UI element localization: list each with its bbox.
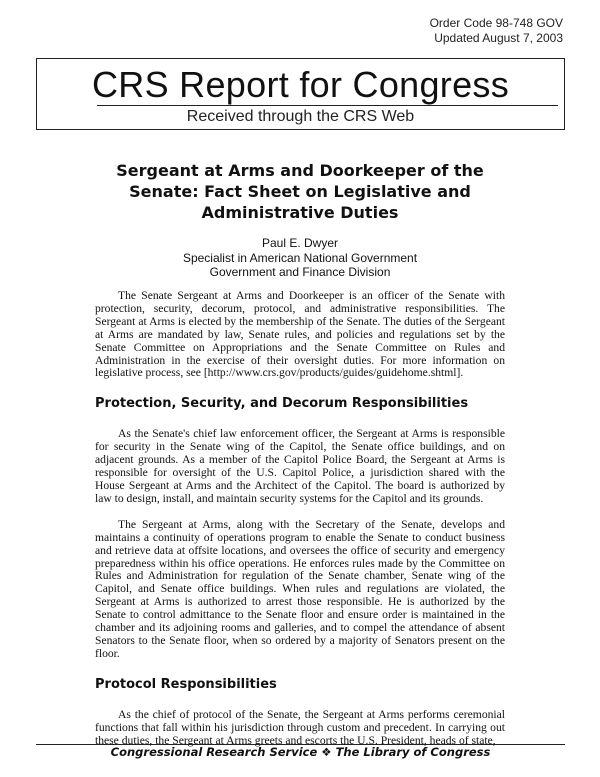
banner-title: CRS Report for Congress — [91, 64, 510, 105]
banner-subtitle: Received through the CRS Web — [186, 108, 415, 125]
protection-paragraph-2: The Sergeant at Arms, along with the Secretary of the Senate, develops and maintains a continuity of operations program to enable the Senate to conduct business and retrieve data at offsite locations, and oversees the office of security and emergency preparedness within his office operations. He enforces rules made by the Committee on Rules and Administration for regulation of the Senate chamber, Senate wing of the Capitol, and Senate office buildings. When rules and regulations are violated, the Sergeant at Arms is authorized to arrest those responsible. He is authorized by the Senate to control admittance to the Senate floor and ensure order is maintained in the chamber and its adjoining rooms and galleries, and to compel the attendance of absent Senators to the Senate floor, when so ordered by a majority of Senators present on the floor. — [95, 517, 505, 660]
section-heading-protocol: Protocol Responsibilities — [95, 676, 277, 692]
protocol-paragraph-1: As the chief of protocol of the Senate, the Sergeant at Arms performs ceremonial functions that fall within his jurisdiction through custom and precedent. In carrying out these duties, the Sergeant at Arms greets and escorts the U.S. President, heads of state, — [95, 707, 505, 747]
section-heading-protection: Protection, Security, and Decorum Responsibilities — [95, 396, 469, 412]
protection-paragraph-1: As the Senate's chief law enforcement officer, the Sergeant at Arms is responsible for security in the Senate wing of the Capitol, the Senate office buildings, and on adjacent grounds. As a member of the Capitol Police Board, the Sergeant at Arms is responsible for oversight of the U.S. Capitol Police, a jurisdiction shared with the House Sergeant at Arms and the Architect of the Capitol. The board is authorized by law to design, install, and maintain security systems for the Capitol and its grounds. — [95, 427, 505, 505]
author-block — [95, 236, 505, 280]
author-name: Paul E. Dwyer — [261, 236, 339, 250]
order-code: Order Code 98-748 GOV — [429, 16, 563, 30]
author-division: Government and Finance Division — [209, 265, 391, 279]
banner-divider — [97, 105, 558, 106]
report-order-info — [430, 16, 563, 46]
crs-banner — [36, 58, 565, 130]
page-footer: Congressional Research Service ❖ The Library of Congress — [110, 745, 491, 759]
report-body — [95, 290, 505, 760]
intro-paragraph: The Senate Sergeant at Arms and Doorkeeper is an officer of the Senate with protection, security, decorum, protocol, and administrative responsibilities. The Sergeant at Arms is elected by the membership of the Senate. The duties of the Sergeant at Arms are mandated by law, Senate rules, and policies and regulations set by the Senate Committee on Appropriations and the Senate Committee on Rules and Administration in the exercise of their oversight duties. For more information on legislative process, see [http://www.crs.gov/products/guides/guidehome.shtml]. — [95, 289, 505, 380]
report-title: Sergeant at Arms and Doorkeeper of the Senate: Fact Sheet on Legislative and Administrative Duties — [116, 161, 484, 222]
author-title: Specialist in American National Government — [182, 250, 418, 265]
updated-date: Updated August 7, 2003 — [434, 31, 563, 45]
